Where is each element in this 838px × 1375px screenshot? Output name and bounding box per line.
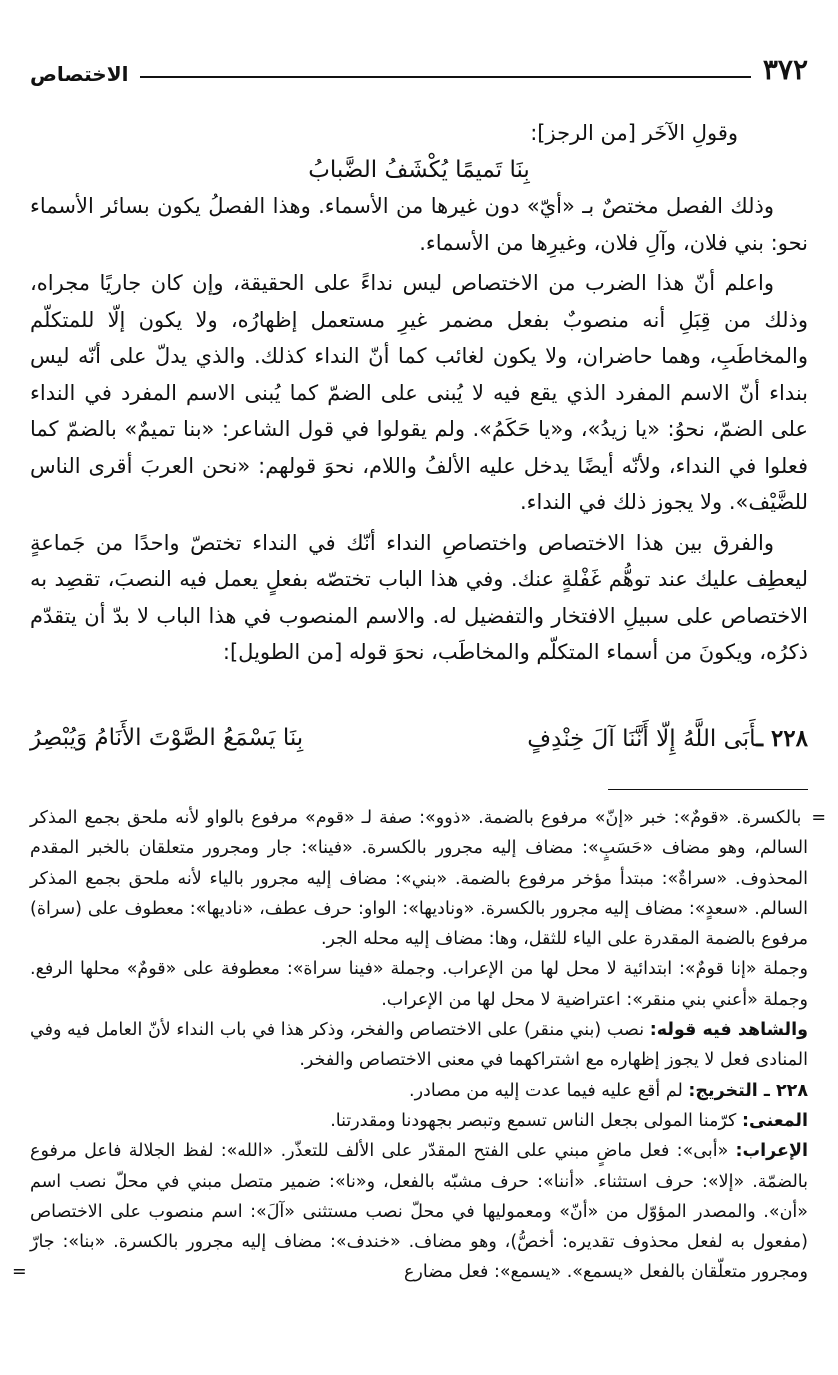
meaning-label: المعنى: — [741, 1110, 808, 1131]
footnote-continuation — [30, 803, 826, 954]
verse-hemistich-2: بِنَا يَسْمَعُ الصَّوْتَ الأَنَامُ وَيُبْصِرُ — [30, 725, 304, 751]
verse-hemistich-1: أَبَى اللَّهُ إِلّا أَنَّنَا آلَ خِنْدِفٍ — [527, 726, 757, 752]
document-page — [12, 0, 826, 1375]
continuation-mark: = — [811, 808, 826, 828]
takhrij-label: ٢٢٨ ـ التخريج: — [688, 1080, 808, 1101]
verse-228 — [30, 725, 808, 752]
page-header — [30, 52, 808, 84]
footnote-irab — [12, 1136, 808, 1287]
footnotes — [12, 803, 826, 1288]
shahid-label: والشاهد فيه قوله: — [649, 1020, 808, 1041]
irab-text: «أبى»: فعل ماضٍ مبني على الفتح المقدّر على الألف للتعذّر. «الله»: لفظ الجلالة فاعل مرفوع بالضمّة. «إلا»: حرف استثناء. «أننا»: حرف مشبّه بالفعل، و«نا»: ضمير متصل مبني في محلّ نصب اسم «أن». والمصدر المؤوّل من «أنّ» ومعموليها في محلّ نصب مستثنى «آلَ»: اسم منصوب على الاختصاص (مفعول به لفعل محذوف تقديره: أخصُّ)، وهو مضاف. «خندف»: مضاف إليه مجرور بالكسرة. «بنا»: جارّ ومجرور متعلّقان بالفعل «يسمع». «يسمع»: فعل مضارع — [30, 1141, 808, 1283]
footnote-meaning — [30, 1106, 808, 1136]
paragraph-1: وذلك الفصل مختصٌ بـ «أيّ» دون غيرها من الأسماء. وهذا الفصلُ يكون بسائر الأسماء نحو: بني فلان، وآلِ فلان، وغيرِها من الأسماء. — [30, 194, 808, 255]
footnote-separator — [608, 789, 808, 790]
continuation-mark-end: = — [12, 1262, 27, 1283]
header-rule — [140, 76, 750, 78]
page-number: ٣٧٢ — [762, 53, 808, 86]
irab-label: الإعراب: — [735, 1141, 808, 1162]
verse-intro-line: وقولِ الآخَر [من الرجز]: — [530, 121, 738, 145]
footnote-para-2: وجملة «إنا قومٌ»: ابتدائية لا محل لها من الإعراب. وجملة «فينا سراة»: معطوفة على «قومٌ» محلها الرفع. وجملة «أعني بني منقر»: اعتراضية لا محل لها من الإعراب. — [30, 959, 808, 1010]
running-title: الاختصاص — [30, 62, 129, 86]
takhrij-text: لم أقع عليه فيما عدت إليه من مصادر. — [409, 1080, 683, 1101]
paragraph-3: والفرق بين هذا الاختصاص واختصاصِ النداء أنّك في النداء تختصّ واحدًا من جَماعةٍ ليعطِف عليك عند توهُّم غَفْلةٍ عنك. وفي هذا الباب تختصّه بفعلٍ يعمل فيه النصبَ، تقصِد به الاختصاص على سبيلِ الافتخار والتفضيل له. والاسم المنصوب في هذا الباب لا بدّ أن يتقدّم ذكرُه، ويكونَ من أسماء المتكلّم والمخاطَب، نحوَ قوله [من الطويل]: — [30, 530, 808, 664]
footnote-text-1: بالكسرة. «قومٌ»: خبر «إنّ» مرفوع بالضمة. «ذوو»: صفة لـ «قوم» مرفوع بالواو لأنه ملحق بجمع المذكر السالم، وهو مضاف «حَسَبٍ»: مضاف إليه مجرور بالكسرة. «فينا»: جار ومجرور متعلقان بالخبر المقدم المحذوف. «سراةٌ»: مبتدأ مؤخر مرفوع بالضمة. «بني»: مضاف إليه مجرور بالياء لأنه ملحق بجمع المذكر السالم. «سعدٍ»: مضاف إليه مجرور بالكسرة. «وناديها»: الواو: حرف عطف، «ناديها»: معطوف على (سراة) مرفوع بالضمة المقدرة على الياء للثقل، وها: مضاف إليه محله الجر. — [30, 808, 808, 950]
paragraph-2: واعلم أنّ هذا الضرب من الاختصاص ليس نداءً على الحقيقة، وإن كان جاريًا مجراه، وذلك من قِبَلِ أنه منصوبٌ بفعل مضمر غيرِ مستعمل إظهارُه، ولا يكون إلّا للمتكلّم والمخاطَبِ، وهما حاضران، ولا يكون لغائب كما أنّ النداء كذلك. والذي يدلّ على أنّه ليس بنداء أنّ الاسم المفرد الذي يقع فيه لا يُبنى على الضمّ كما يُبنى الاسم المفرد في النداء على الضمّ، نحوُ: «يا زيدُ»، و«يا حَكَمُ». ولم يقولوا في قول الشاعر: «بنا تميمٌ» بالضمّ كما فعلوا في النداء، ولأنّه أيضًا يدخل عليه الألفُ واللام، نحوَ قولهم: «نحن العربَ أقرى الناس للضَّيْف». ولا يجوز ذلك في النداء. — [30, 271, 808, 514]
shahid-text: نصب (بني منقر) على الاختصاص والفخر، وذكر هذا في باب النداء لأنّ العامل فيه وفي المنادى فعل لا يجوز إظهاره مع اشتراكهما في معنى الاختصاص والفخر. — [30, 1020, 808, 1071]
main-text — [30, 115, 808, 671]
footnote-takhrij — [30, 1076, 808, 1106]
footnote-para-3 — [30, 1015, 808, 1076]
rajaz-verse: بِنَا تَميمًا يُكْشَفُ الضَّبابُ — [308, 156, 530, 183]
verse-first-half — [527, 725, 808, 752]
verse-number: ٢٢٨ ـ — [756, 725, 808, 752]
meaning-text: كرّمنا المولى بجعل الناس تسمع وتبصر بجهودنا ومقدرتنا. — [330, 1110, 737, 1131]
